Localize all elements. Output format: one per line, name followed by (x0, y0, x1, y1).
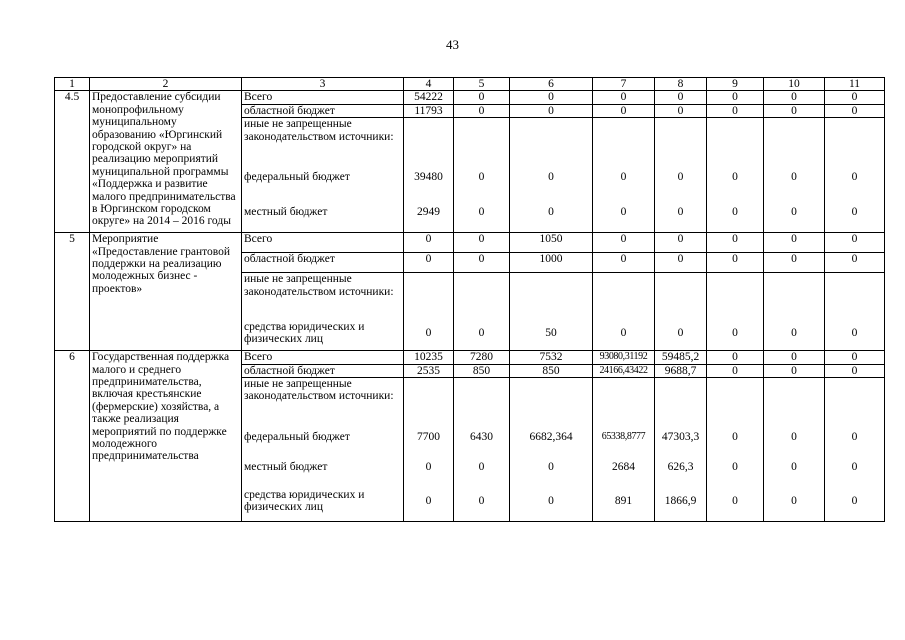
empty-cell (707, 118, 764, 163)
other-sources-label: иные не запрещенные законодательством источники: (242, 118, 404, 163)
value-cell: 0 (593, 233, 655, 253)
value-cell: 0 (510, 104, 593, 117)
funding-source: федеральный бюджет (242, 163, 404, 192)
empty-cell (825, 118, 885, 163)
value-cell: 0 (655, 316, 707, 351)
value-cell: 0 (454, 316, 510, 351)
value-cell: 0 (404, 316, 454, 351)
value-cell: 0 (764, 364, 825, 377)
value-cell: 0 (593, 192, 655, 233)
section-name: Мероприятие «Предоставление грантовой поддержки на реализацию молодежных бизнес - проектов» (90, 233, 242, 351)
empty-cell (593, 118, 655, 163)
header-cell: 10 (764, 78, 825, 91)
value-cell: 0 (510, 91, 593, 104)
empty-cell (404, 378, 454, 423)
funding-source: Всего (242, 233, 404, 253)
empty-cell (707, 378, 764, 423)
value-cell: 2684 (593, 453, 655, 482)
value-cell: 0 (404, 233, 454, 253)
value-cell: 0 (825, 233, 885, 253)
funding-source: областной бюджет (242, 253, 404, 273)
value-cell: 65338,8777 (593, 423, 655, 453)
other-sources-label: иные не запрещенные законодательством источники: (242, 378, 404, 423)
value-cell: 0 (510, 453, 593, 482)
value-cell: 6430 (454, 423, 510, 453)
other-sources-label: иные не запрещенные законодательством источники: (242, 273, 404, 316)
value-cell: 6682,364 (510, 423, 593, 453)
empty-cell (510, 378, 593, 423)
value-cell: 0 (825, 163, 885, 192)
value-cell: 0 (764, 192, 825, 233)
header-cell: 8 (655, 78, 707, 91)
value-cell: 0 (454, 482, 510, 522)
page-number: 43 (446, 37, 459, 52)
funding-source: федеральный бюджет (242, 423, 404, 453)
empty-cell (510, 273, 593, 316)
empty-cell (593, 378, 655, 423)
value-cell: 0 (707, 91, 764, 104)
value-cell: 0 (707, 163, 764, 192)
value-cell: 2535 (404, 364, 454, 377)
value-cell: 0 (764, 482, 825, 522)
value-cell: 0 (454, 453, 510, 482)
value-cell: 0 (593, 163, 655, 192)
empty-cell (454, 118, 510, 163)
value-cell: 7532 (510, 351, 593, 364)
value-cell: 0 (510, 482, 593, 522)
value-cell: 0 (764, 104, 825, 117)
value-cell: 0 (454, 233, 510, 253)
empty-cell (454, 273, 510, 316)
value-cell: 0 (454, 163, 510, 192)
value-cell: 0 (764, 163, 825, 192)
header-row (55, 78, 885, 91)
value-cell: 0 (454, 253, 510, 273)
value-cell: 0 (404, 253, 454, 273)
value-cell: 7700 (404, 423, 454, 453)
value-cell: 0 (655, 253, 707, 273)
value-cell: 0 (655, 163, 707, 192)
value-cell: 1866,9 (655, 482, 707, 522)
value-cell: 0 (655, 104, 707, 117)
value-cell: 626,3 (655, 453, 707, 482)
empty-cell (764, 273, 825, 316)
value-cell: 0 (825, 482, 885, 522)
funding-source: средства юридических и физических лиц (242, 316, 404, 351)
section-number: 5 (55, 233, 90, 351)
budget-table (54, 77, 885, 522)
value-cell: 0 (510, 192, 593, 233)
value-cell: 0 (707, 192, 764, 233)
value-cell: 54222 (404, 91, 454, 104)
value-cell: 0 (825, 423, 885, 453)
value-cell: 0 (764, 316, 825, 351)
value-cell: 0 (825, 453, 885, 482)
funding-source: средства юридических и физических лиц (242, 482, 404, 522)
value-cell: 0 (825, 192, 885, 233)
value-cell: 0 (707, 364, 764, 377)
empty-cell (764, 118, 825, 163)
section-number: 4.5 (55, 91, 90, 233)
table-row (55, 351, 885, 364)
header-cell: 2 (90, 78, 242, 91)
value-cell: 891 (593, 482, 655, 522)
empty-cell (655, 118, 707, 163)
value-cell: 0 (707, 233, 764, 253)
value-cell: 0 (764, 351, 825, 364)
value-cell: 0 (707, 423, 764, 453)
value-cell: 0 (825, 253, 885, 273)
funding-source: областной бюджет (242, 364, 404, 377)
value-cell: 39480 (404, 163, 454, 192)
value-cell: 0 (707, 316, 764, 351)
header-cell: 1 (55, 78, 90, 91)
value-cell: 0 (655, 192, 707, 233)
empty-cell (593, 273, 655, 316)
table-row (55, 91, 885, 104)
value-cell: 0 (707, 453, 764, 482)
section-name: Предоставление субсидии монопрофильному муниципальному образованию «Юргинский городской округ» на реализацию мероприятий муниципальной программы «Поддержка и развитие малого предпринимательства в Юргинском городском округе» на 2014 – 2016 годы (90, 91, 242, 233)
value-cell: 0 (655, 91, 707, 104)
value-cell: 0 (510, 163, 593, 192)
funding-source: местный бюджет (242, 192, 404, 233)
value-cell: 10235 (404, 351, 454, 364)
value-cell: 9688,7 (655, 364, 707, 377)
value-cell: 0 (454, 192, 510, 233)
value-cell: 59485,2 (655, 351, 707, 364)
value-cell: 50 (510, 316, 593, 351)
header-cell: 11 (825, 78, 885, 91)
header-cell: 5 (454, 78, 510, 91)
value-cell: 0 (593, 104, 655, 117)
empty-cell (655, 273, 707, 316)
value-cell: 0 (764, 91, 825, 104)
value-cell: 11793 (404, 104, 454, 117)
header-cell: 3 (242, 78, 404, 91)
table-row (55, 233, 885, 253)
header-cell: 4 (404, 78, 454, 91)
value-cell: 0 (454, 104, 510, 117)
value-cell: 0 (825, 91, 885, 104)
value-cell: 24166,43422 (593, 364, 655, 377)
value-cell: 0 (707, 351, 764, 364)
header-cell: 9 (707, 78, 764, 91)
empty-cell (510, 118, 593, 163)
funding-source: областной бюджет (242, 104, 404, 117)
value-cell: 7280 (454, 351, 510, 364)
header-cell: 7 (593, 78, 655, 91)
section-name: Государственная поддержка малого и среднего предпринимательства, включая крестьянские (фермерские) хозяйства, а также реализация мероприятий по поддержке молодежного предпринимательства (90, 351, 242, 522)
funding-source: Всего (242, 91, 404, 104)
header-cell: 6 (510, 78, 593, 91)
value-cell: 0 (404, 482, 454, 522)
value-cell: 0 (404, 453, 454, 482)
value-cell: 0 (454, 91, 510, 104)
value-cell: 1050 (510, 233, 593, 253)
empty-cell (825, 273, 885, 316)
value-cell: 0 (825, 351, 885, 364)
value-cell: 0 (593, 91, 655, 104)
value-cell: 0 (707, 104, 764, 117)
empty-cell (404, 273, 454, 316)
value-cell: 0 (764, 423, 825, 453)
value-cell: 0 (825, 104, 885, 117)
value-cell: 0 (593, 253, 655, 273)
value-cell: 0 (707, 482, 764, 522)
section-number: 6 (55, 351, 90, 522)
empty-cell (655, 378, 707, 423)
value-cell: 850 (510, 364, 593, 377)
value-cell: 47303,3 (655, 423, 707, 453)
value-cell: 0 (764, 453, 825, 482)
empty-cell (825, 378, 885, 423)
value-cell: 1000 (510, 253, 593, 273)
value-cell: 0 (764, 253, 825, 273)
funding-source: местный бюджет (242, 453, 404, 482)
value-cell: 0 (593, 316, 655, 351)
value-cell: 0 (764, 233, 825, 253)
value-cell: 0 (655, 233, 707, 253)
empty-cell (404, 118, 454, 163)
funding-source: Всего (242, 351, 404, 364)
empty-cell (454, 378, 510, 423)
value-cell: 0 (825, 316, 885, 351)
value-cell: 2949 (404, 192, 454, 233)
value-cell: 0 (707, 253, 764, 273)
value-cell: 850 (454, 364, 510, 377)
value-cell: 93080,31192 (593, 351, 655, 364)
empty-cell (707, 273, 764, 316)
value-cell: 0 (825, 364, 885, 377)
empty-cell (764, 378, 825, 423)
